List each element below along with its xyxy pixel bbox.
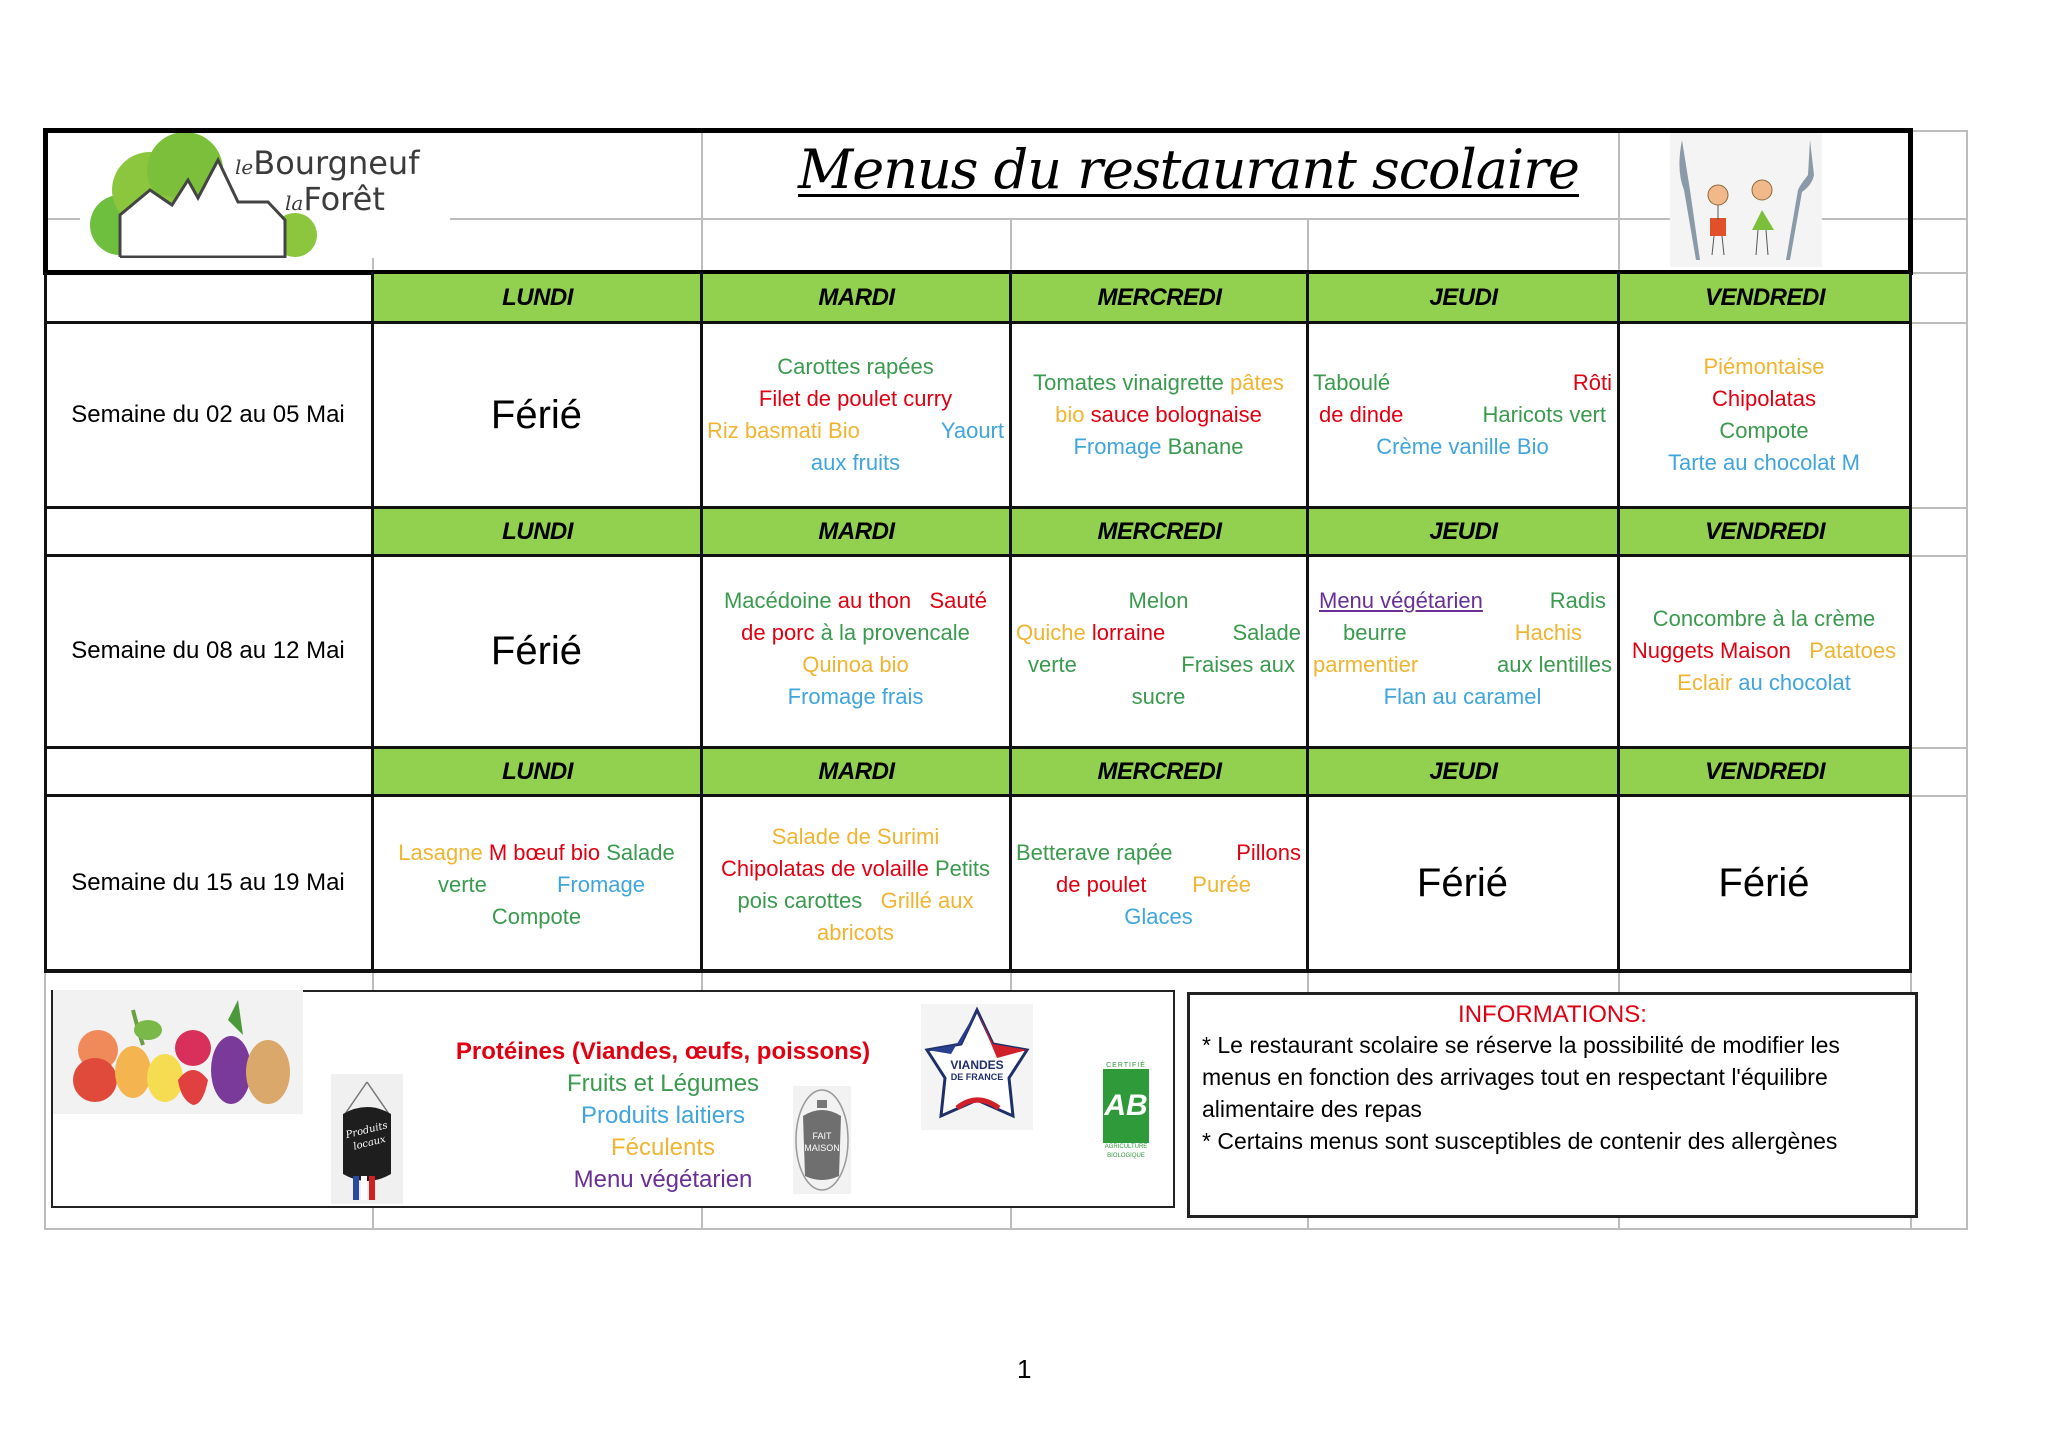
border — [44, 969, 1912, 973]
border — [44, 321, 1912, 324]
day-header-vendredi: VENDREDI — [1620, 749, 1910, 795]
border — [43, 128, 48, 275]
grid-line — [1966, 130, 1968, 1230]
menu-item: Fraises aux — [1181, 652, 1295, 677]
menu-item: de porc — [741, 620, 815, 645]
grid-line — [701, 130, 703, 273]
menu-item: Crème vanille Bio — [1376, 433, 1549, 459]
menu-cell-ferie: Férié — [1416, 860, 1509, 905]
logo-word-bourgneuf: Bourgneuf — [253, 144, 420, 182]
grid-line — [1307, 218, 1309, 273]
day-header-mercredi: MERCREDI — [1012, 274, 1307, 322]
menu-item: Radis — [1549, 588, 1606, 613]
menu-item: Lasagne — [398, 840, 483, 865]
produits-locaux-badge — [331, 1074, 403, 1204]
day-header-mercredi: MERCREDI — [1012, 749, 1307, 795]
menu-item-vegetarian: Menu végétarien — [1319, 588, 1483, 613]
produits-locaux-label: Produits locaux — [344, 1120, 389, 1153]
menu-item: Eclair — [1677, 670, 1733, 695]
fait-maison-label-1: FAIT — [812, 1131, 832, 1141]
viandes-de-france-badge — [921, 1004, 1033, 1130]
menu-item: Salade — [606, 840, 675, 865]
menu-item: Haricots vert — [1482, 401, 1606, 427]
ab-logo-icon: AB — [1103, 1069, 1149, 1143]
day-header-jeudi: JEUDI — [1309, 274, 1618, 322]
menu-item: Carottes rapées — [777, 353, 934, 379]
menu-item: Banane — [1167, 433, 1244, 459]
menu-item: Hachis — [1514, 620, 1582, 645]
week-label: Semaine du 15 au 19 Mai — [71, 868, 345, 896]
day-header-vendredi: VENDREDI — [1620, 509, 1910, 555]
informations-line-1: * Le restaurant scolaire se réserve la possibilité de modifier les menus en fonction des arrivages tout en respectant l'équilibre alimentaire des repas — [1202, 1032, 1840, 1122]
menu-cell — [1010, 795, 1307, 970]
menu-cell — [1010, 555, 1307, 747]
menu-item: pois carottes — [737, 888, 863, 913]
legend-item-proteines: Protéines (Viandes, œufs, poissons) — [455, 1038, 871, 1065]
ab-label-1: AGRICULTURE — [1104, 1144, 1148, 1150]
agriculture-biologique-badge — [1103, 1062, 1149, 1184]
menu-cell — [701, 555, 1010, 747]
border — [700, 272, 703, 972]
grid-line — [1910, 507, 1968, 509]
logo-prefix: la — [285, 191, 304, 215]
fait-maison-badge — [793, 1086, 851, 1194]
day-header-lundi: LUNDI — [374, 749, 701, 795]
menu-item: au chocolat — [1738, 670, 1851, 695]
menu-item: aux fruits — [810, 449, 901, 475]
menu-item: à la provencale — [820, 620, 970, 645]
menu-item: Purée — [1192, 872, 1251, 897]
menu-item: parmentier — [1313, 652, 1419, 677]
informations-box — [1187, 992, 1918, 1218]
menu-item: Piémontaise — [1703, 353, 1825, 379]
border — [44, 272, 47, 972]
grid-line — [1910, 795, 1968, 797]
menu-cell — [1618, 322, 1910, 507]
menu-item: bio — [1055, 401, 1085, 427]
legend-item-feculents: Féculents — [610, 1134, 716, 1161]
menu-item: Chipolatas — [1712, 385, 1816, 411]
menu-item: pâtes — [1230, 369, 1284, 395]
border — [1306, 272, 1309, 972]
menu-item: Rôti — [1572, 369, 1612, 395]
legend-item-menu-vegetarien: Menu végétarien — [573, 1166, 753, 1193]
municipality-logo — [80, 130, 450, 258]
menu-cell — [1010, 322, 1307, 507]
week-label: Semaine du 02 au 05 Mai — [71, 400, 345, 428]
menu-item: Compote — [1719, 417, 1809, 443]
logo-word-foret: Forêt — [303, 180, 385, 218]
viandes-label-1: VIANDES — [950, 1058, 1004, 1072]
border — [44, 554, 1912, 557]
menu-item: Tarte au chocolat M — [1668, 449, 1860, 475]
menu-item: verte — [1028, 652, 1077, 677]
legend-item-fruits-legumes: Fruits et Légumes — [566, 1070, 760, 1097]
day-header-vendredi: VENDREDI — [1620, 274, 1910, 322]
knife-fork-kids-icon — [1670, 130, 1822, 267]
menu-item: abricots — [816, 920, 895, 945]
grid-line — [1910, 272, 1968, 274]
menu-item: sauce bolognaise — [1090, 401, 1262, 427]
grid-line — [44, 1228, 1968, 1230]
children-cutlery-illustration — [1670, 130, 1822, 267]
menu-item: lorraine — [1091, 620, 1166, 645]
grid-line — [1910, 322, 1968, 324]
day-header-jeudi: JEUDI — [1309, 749, 1618, 795]
menu-item: de dinde — [1319, 401, 1404, 427]
grid-line — [1618, 130, 1620, 273]
border — [44, 506, 1912, 509]
menu-item: Yaourt — [940, 417, 1004, 443]
grid-line — [1910, 555, 1968, 557]
menu-item: Salade — [1232, 620, 1301, 645]
menu-item: Patatoes — [1809, 638, 1897, 663]
menu-cell-ferie: Férié — [490, 629, 583, 673]
grid-line — [1910, 747, 1968, 749]
menu-item: Fromage — [1073, 433, 1162, 459]
menu-cell — [372, 795, 701, 970]
menu-item: Fromage frais — [787, 684, 924, 709]
logo-prefix: le — [235, 155, 254, 179]
vegetables-illustration — [53, 990, 303, 1114]
menu-item: sucre — [1131, 684, 1186, 709]
day-header-lundi: LUNDI — [374, 509, 701, 555]
menu-item: Quinoa bio — [802, 652, 909, 677]
menu-item: Tomates vinaigrette — [1033, 369, 1224, 395]
fait-maison-label-2: MAISON — [804, 1143, 840, 1153]
day-header-mardi: MARDI — [703, 274, 1010, 322]
menu-item: Riz basmati Bio — [707, 417, 860, 443]
menu-item: aux lentilles — [1497, 652, 1612, 677]
menu-item: Chipolatas de volaille — [720, 856, 929, 881]
menu-cell — [1307, 555, 1618, 747]
menu-item: Macédoine — [723, 588, 832, 613]
viandes-label-2: DE FRANCE — [950, 1072, 1004, 1082]
day-header-mardi: MARDI — [703, 509, 1010, 555]
informations-line-2: * Certains menus sont susceptibles de contenir des allergènes — [1202, 1128, 1838, 1154]
menu-item: Nuggets Maison — [1631, 638, 1791, 663]
menu-item: Melon — [1128, 588, 1189, 613]
legend-box — [51, 990, 1175, 1208]
border — [44, 746, 1912, 749]
menu-item: de poulet — [1056, 872, 1147, 897]
legend-item-produits-laitiers: Produits laitiers — [580, 1102, 746, 1129]
smiling-vegetables-icon — [53, 990, 303, 1114]
menu-item: Taboulé — [1313, 369, 1391, 395]
week-label: Semaine du 08 au 12 Mai — [71, 637, 345, 664]
informations-title: INFORMATIONS: — [1458, 1001, 1647, 1028]
menu-item: Betterave rapée — [1016, 840, 1173, 865]
menu-item: Quiche — [1016, 620, 1086, 645]
menu-item: Sauté — [929, 588, 987, 613]
day-header-jeudi: JEUDI — [1309, 509, 1618, 555]
border — [1009, 272, 1012, 972]
day-header-mardi: MARDI — [703, 749, 1010, 795]
menu-item: Fromage — [556, 872, 645, 897]
menu-item: M bœuf bio — [488, 840, 601, 865]
border — [371, 272, 374, 972]
menu-cell — [701, 322, 1010, 507]
grid-line — [1010, 218, 1012, 273]
border — [1617, 272, 1620, 972]
page-number: 1 — [1017, 1354, 1032, 1384]
menu-item: Pillons — [1236, 840, 1301, 865]
grid-line — [44, 970, 46, 1230]
menu-item: Compote — [491, 904, 582, 929]
border — [1908, 128, 1913, 275]
menu-cell-ferie: Férié — [1718, 860, 1810, 905]
menu-item: verte — [438, 872, 487, 897]
menu-item: Grillé aux — [880, 888, 974, 913]
day-header-lundi: LUNDI — [374, 274, 701, 322]
menu-item: Flan au caramel — [1383, 684, 1542, 709]
menu-item: beurre — [1343, 620, 1407, 645]
page-title: Menus du restaurant scolaire — [798, 138, 1579, 201]
menu-cell — [701, 795, 1010, 970]
border — [1909, 272, 1912, 972]
menu-item: au thon — [837, 588, 912, 613]
menu-cell-ferie: Férié — [490, 392, 583, 437]
ab-certifie-label: CERTIFIÉ — [1106, 1062, 1146, 1069]
menu-cell — [1618, 555, 1910, 747]
border — [44, 794, 1912, 797]
border — [43, 128, 1913, 133]
ab-label-2: BIOLOGIQUE — [1107, 1153, 1145, 1159]
menu-item: Petits — [935, 856, 991, 881]
menu-item: Glaces — [1124, 904, 1193, 929]
menu-item: Concombre à la crème — [1652, 606, 1876, 631]
day-header-mercredi: MERCREDI — [1012, 509, 1307, 555]
menu-cell — [1307, 322, 1618, 507]
menu-item: Filet de poulet curry — [758, 385, 953, 411]
menu-item: Salade de Surimi — [771, 824, 940, 849]
